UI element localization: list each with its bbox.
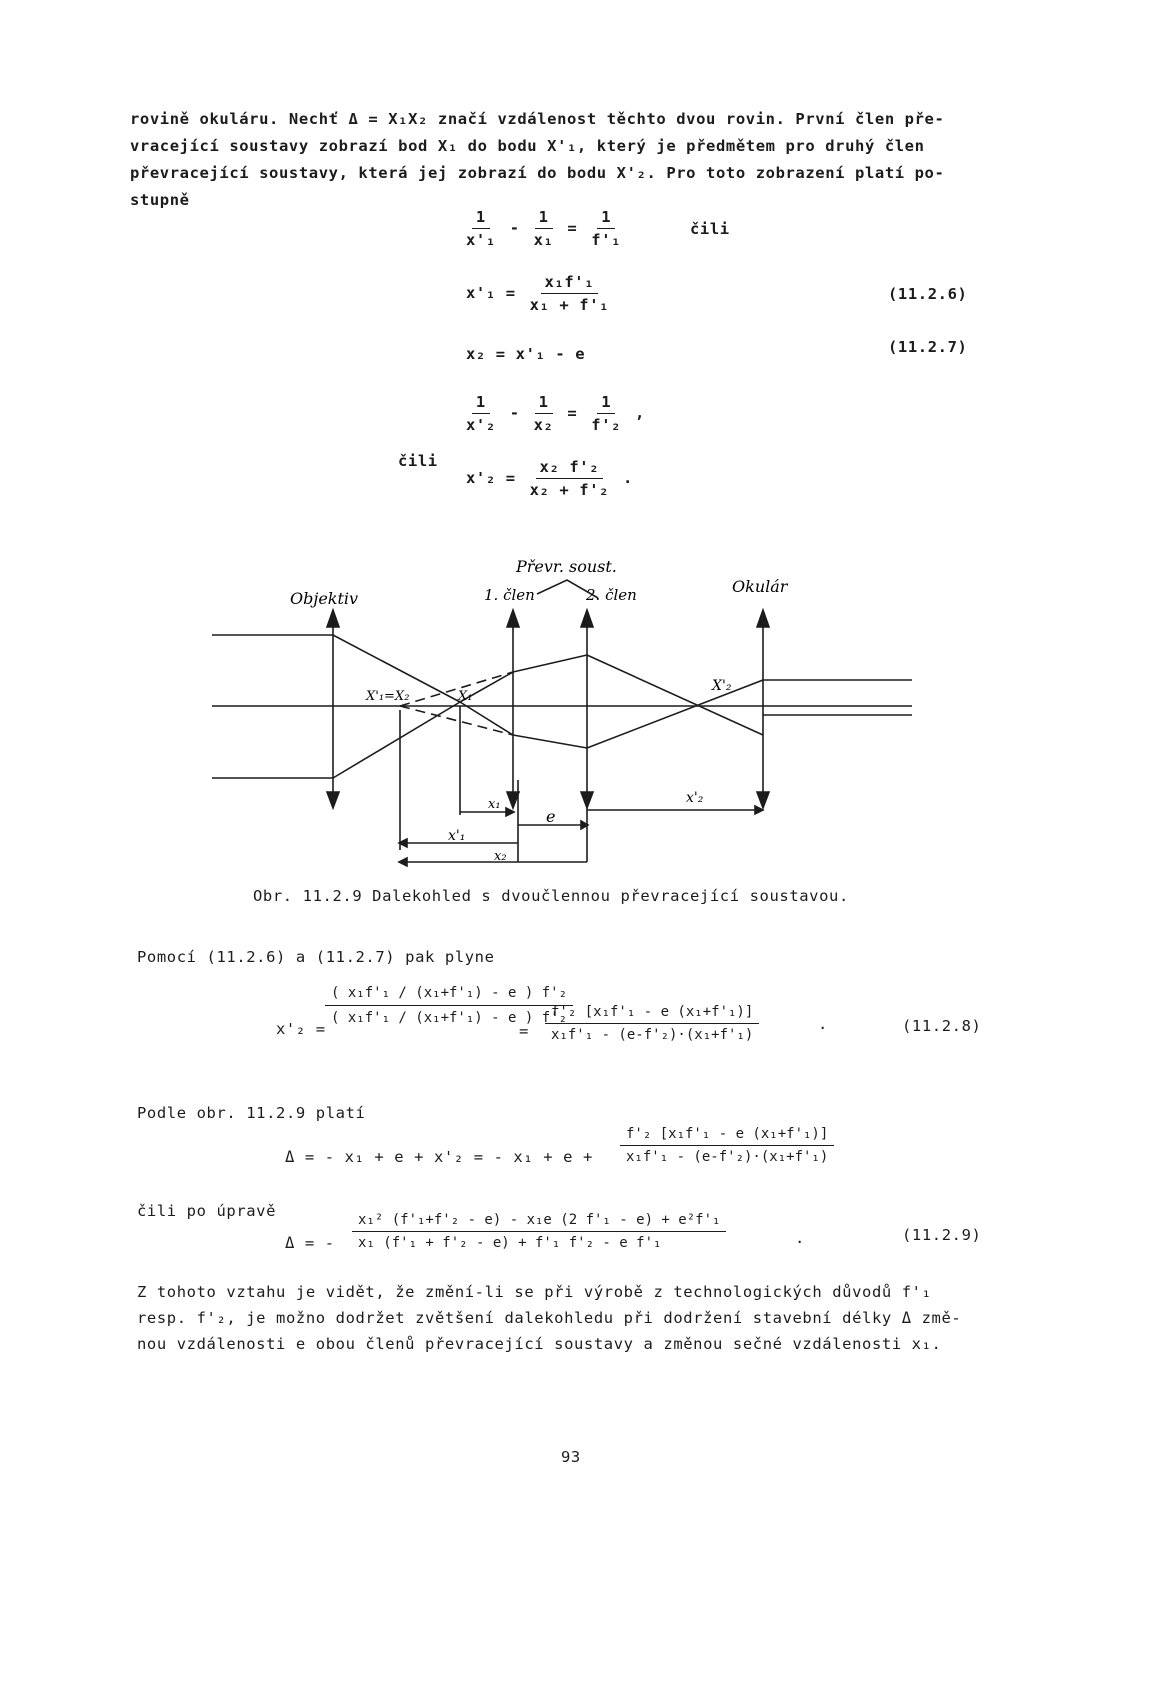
equation-11-2-8-big-fraction: ( x₁f'₁ / (x₁+f'₁) - e ) f'₂ ( x₁f'₁ / (x₁+f'₁) - e ) f'₂ <box>325 985 573 1026</box>
label-objektiv: Objektiv <box>290 589 359 608</box>
point-x2prime: X'₂ <box>712 678 732 694</box>
period: . <box>818 1015 828 1033</box>
equals-sign: = <box>519 1022 529 1040</box>
dim-x2prime: x'₂ <box>686 790 704 806</box>
paragraph-line: rovině okuláru. Nechť Δ = X₁X₂ značí vzdálenost těchto dvou rovin. První člen pře- <box>130 110 945 128</box>
paragraph-line: stupně <box>130 191 190 209</box>
equation-11-2-8-lhs: x'₂ = <box>276 1020 326 1038</box>
equation-number: (11.2.7) <box>888 338 968 356</box>
equation-lens-1: $\frac{1}{\text{x'₁}}$ - $\frac{1}{\text{x₁}}$ = $\frac{1}{\text{f'₁}}$ <box>466 208 622 249</box>
word-cili: čili <box>690 220 730 238</box>
label-clen-2: 2. člen <box>586 586 637 604</box>
equation-lens-2: $\frac{1}{\text{x'₂}}$ - $\frac{1}{\text{x₂}}$ = $\frac{1}{\text{f'₂}}$ , <box>466 393 645 434</box>
paragraph-line: čili po úpravě <box>137 1202 277 1220</box>
equation-number: (11.2.9) <box>902 1226 982 1244</box>
equation-11-2-8-rhs: f'₂ [x₁f'₁ - e (x₁+f'₁)] x₁f'₁ - (e-f'₂)·(x₁+f'₁) <box>545 1004 759 1043</box>
word-cili: čili <box>398 452 438 470</box>
dim-x2: x₂ <box>494 849 507 864</box>
paragraph-line: Podle obr. 11.2.9 platí <box>137 1104 366 1122</box>
paragraph-line: resp. f'₂, je možno dodržet zvětšení dalekohledu při dodržení stavební délky Δ změ- <box>137 1309 962 1327</box>
label-okular: Okulár <box>732 577 788 596</box>
equation-11-2-9-fraction: x₁² (f'₁+f'₂ - e) - x₁e (2 f'₁ - e) + e²f'₁ x₁ (f'₁ + f'₂ - e) + f'₁ f'₂ - e f'₁ <box>352 1212 726 1251</box>
paragraph-line: Pomocí (11.2.6) a (11.2.7) pak plyne <box>137 948 495 966</box>
equation-11-2-9-lhs: Δ = - <box>285 1234 335 1252</box>
paragraph-line: Z tohoto vztahu je vidět, že změní-li se při výrobě z technologických důvodů f'₁ <box>137 1283 932 1301</box>
equation-x2-prime: x'₂ = $\frac{\text{x₂ f'₂}}{\text{x₂ + f'₂}}$ . <box>466 458 633 499</box>
dim-x1: x₁ <box>488 797 501 812</box>
paragraph-line: vracející soustavy zobrazí bod X₁ do bodu X'₁, který je předmětem pro druhý člen <box>130 137 925 155</box>
dim-x1prime: x'₁ <box>448 828 466 844</box>
point-x1prime-eq-x2: X'₁=X₂ <box>366 689 410 704</box>
telescope-figure <box>0 540 1157 880</box>
paragraph-line: nou vzdálenosti e obou členů převracející soustavy a změnou sečné vzdálenosti x₁. <box>137 1335 942 1353</box>
equation-delta-lhs: Δ = - x₁ + e + x'₂ = - x₁ + e + <box>285 1148 593 1166</box>
equation-number: (11.2.8) <box>902 1017 982 1035</box>
equation-11-2-7: x₂ = x'₁ - e <box>466 345 586 363</box>
page-number: 93 <box>561 1448 581 1466</box>
point-x1: X₁ <box>458 689 473 704</box>
label-clen-1: 1. člen <box>484 586 535 604</box>
label-prevr-soust: Převr. soust. <box>516 557 617 576</box>
paragraph-line: převracející soustavy, která jej zobrazí do bodu X'₂. Pro toto zobrazení platí po- <box>130 164 945 182</box>
equation-delta-fraction: f'₂ [x₁f'₁ - e (x₁+f'₁)] x₁f'₁ - (e-f'₂)·(x₁+f'₁) <box>620 1126 834 1165</box>
period: . <box>795 1229 805 1247</box>
equation-11-2-6: x'₁ = $\frac{\text{x₁f'₁}}{\text{x₁ + f'₁}}$ <box>466 273 610 314</box>
figure-caption: Obr. 11.2.9 Dalekohled s dvoučlennou převracející soustavou. <box>253 887 849 905</box>
equation-number: (11.2.6) <box>888 285 968 303</box>
dim-e: e <box>546 807 556 826</box>
